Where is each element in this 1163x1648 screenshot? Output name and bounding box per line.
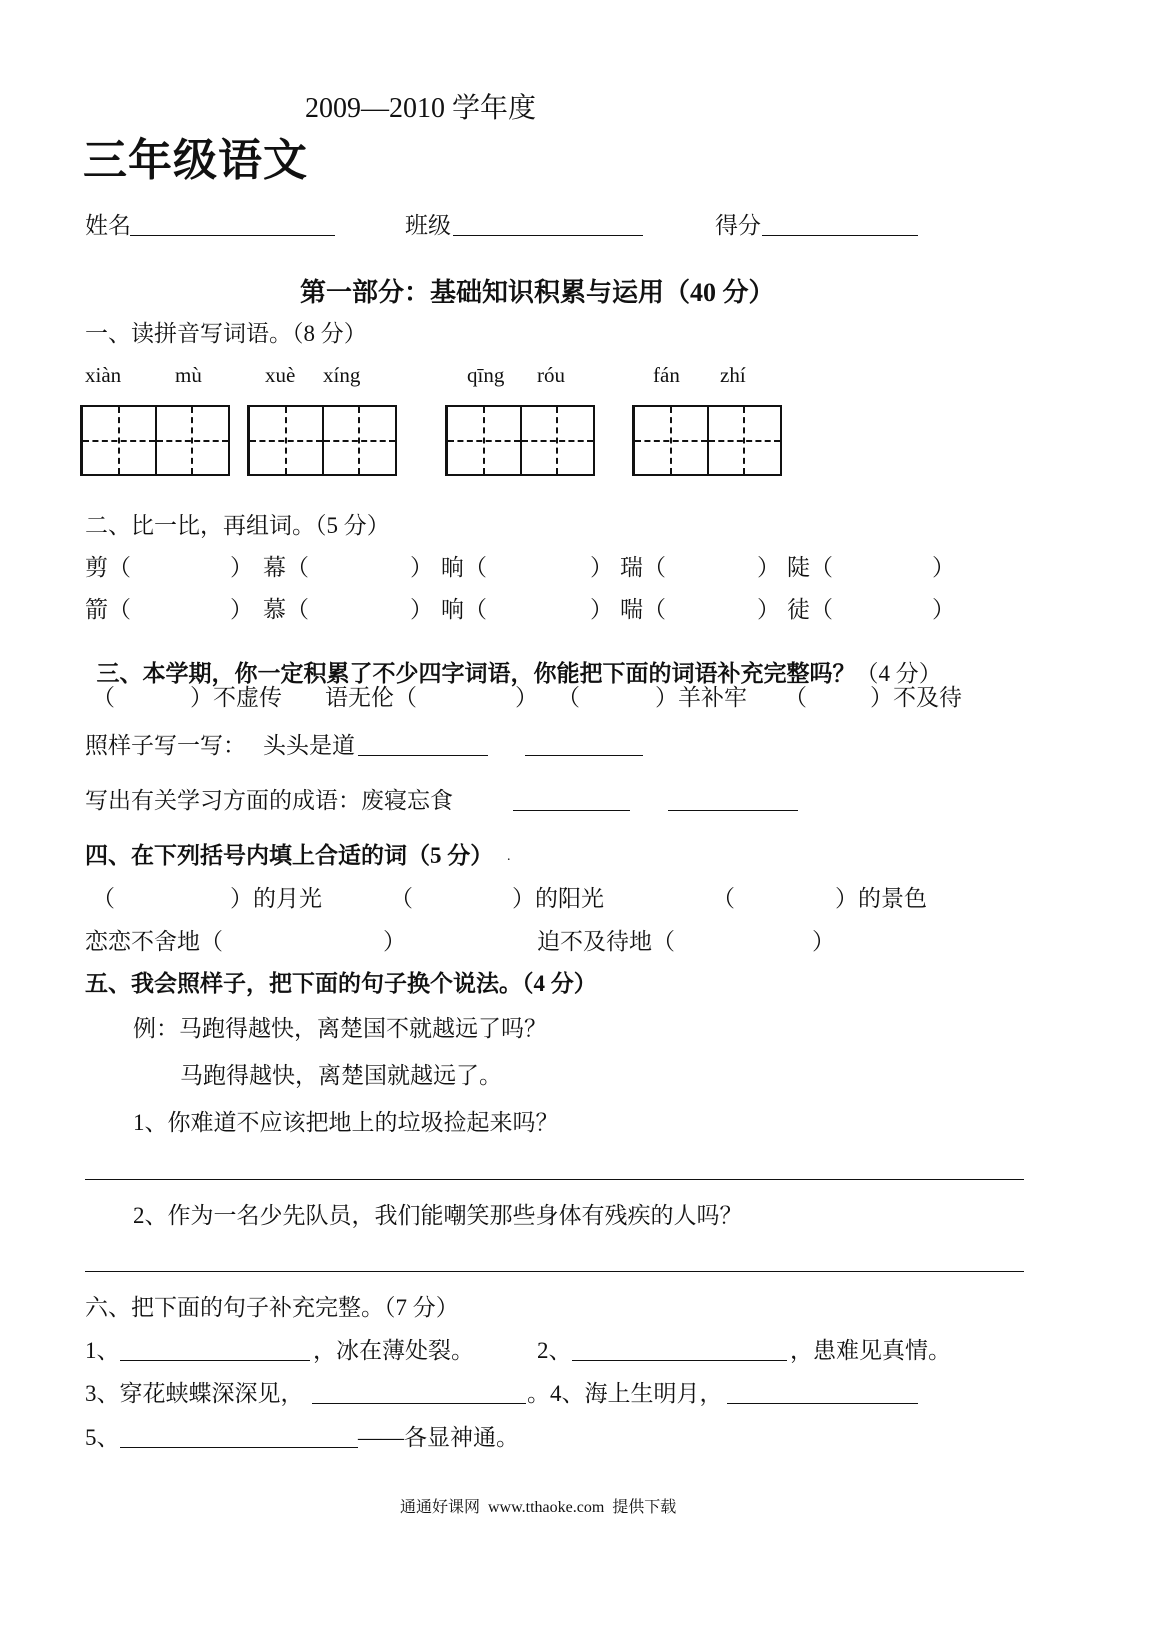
compare-word-open: 徒（ [787, 597, 833, 622]
fill-close: ）的月光 [230, 886, 322, 911]
idiom-close: ）不及待 [870, 685, 962, 710]
pinyin-label: róu [537, 363, 565, 387]
answer-blank [572, 1360, 787, 1361]
character-box-group [247, 405, 397, 476]
score-label: 得分 [715, 213, 761, 238]
answer-blank [525, 755, 643, 756]
rewrite-item: 1、你难道不应该把地上的垃圾捡起来吗？ [133, 1110, 559, 1135]
stray-mark: . [507, 849, 511, 864]
answer-blank [727, 1403, 918, 1404]
pinyin-label: xiàn [85, 363, 122, 387]
pinyin-label: mù [175, 363, 202, 387]
compare-word-close: ） [230, 597, 253, 622]
answer-line [85, 1179, 1024, 1180]
pinyin-label: qīng [467, 363, 505, 387]
question-4-title: 四、在下列括号内填上合适的词（5 分） [85, 843, 494, 868]
sentence-number: 5、 [85, 1425, 120, 1450]
fill-open: （ [390, 886, 413, 911]
compare-word-close: ） [932, 597, 955, 622]
character-box [448, 407, 520, 474]
character-box [635, 407, 707, 474]
footer-credit: 通通好课网 www.tthaoke.com 提供下载 [400, 1499, 677, 1516]
example-answer: 马跑得越快，离楚国就越远了。 [180, 1063, 502, 1088]
class-blank [453, 235, 643, 236]
idiom-close: ）不虚传 [190, 685, 282, 710]
sentence-text: ，患难见真情。 [790, 1338, 951, 1363]
idiom-open: （ [557, 685, 580, 710]
answer-blank [312, 1403, 526, 1404]
answer-blank [120, 1360, 310, 1361]
compare-word-open: 慕（ [263, 597, 309, 622]
answer-blank [358, 755, 488, 756]
fill-open: （ [712, 886, 735, 911]
pinyin-label: zhí [720, 363, 746, 387]
school-year: 2009—2010 学年度 [305, 93, 537, 124]
sentence-text: 3、穿花蛱蝶深深见， [85, 1381, 304, 1406]
fill-close: ）的景色 [835, 886, 927, 911]
compare-word-open: 晌（ [441, 555, 487, 580]
fill-close: ） [383, 929, 406, 954]
compare-word-open: 陡（ [787, 555, 833, 580]
character-box [520, 407, 594, 474]
exam-title: 三年级语文 [83, 136, 308, 185]
score-blank [762, 235, 918, 236]
sentence-text: ，冰在薄处裂。 [313, 1338, 474, 1363]
compare-word-close: ） [757, 597, 780, 622]
compare-word-open: 剪（ [85, 555, 131, 580]
compare-word-open: 喘（ [620, 597, 666, 622]
question-1-title: 一、读拼音写词语。（8 分） [85, 321, 367, 346]
imitate-label: 照样子写一写： [85, 733, 246, 758]
fill-close: ）的阳光 [512, 886, 604, 911]
name-label: 姓名 [85, 213, 131, 238]
character-box-group [632, 405, 782, 476]
compare-word-open: 瑞（ [620, 555, 666, 580]
compare-word-close: ） [932, 555, 955, 580]
compare-word-open: 幕（ [263, 555, 309, 580]
compare-word-close: ） [410, 597, 433, 622]
question-2-title: 二、比一比，再组词。（5 分） [85, 513, 390, 538]
fill-open: （ [92, 886, 115, 911]
idiom-open: 语无伦（ [325, 685, 417, 710]
character-box [250, 407, 322, 474]
character-box [707, 407, 781, 474]
pinyin-label: xíng [323, 363, 361, 387]
rewrite-item: 2、作为一名少先队员，我们能嘲笑那些身体有残疾的人吗？ [133, 1203, 743, 1228]
fill-open: 迫不及待地（ [537, 929, 675, 954]
character-box [155, 407, 229, 474]
imitate-example: 头头是道 [263, 733, 355, 758]
answer-blank [513, 810, 630, 811]
part-heading: 第一部分：基础知识积累与运用（40 分） [300, 278, 775, 307]
fill-open: 恋恋不舍地（ [85, 929, 223, 954]
fill-close: ） [812, 929, 835, 954]
class-label: 班级 [405, 213, 451, 238]
answer-line [85, 1271, 1024, 1272]
answer-blank [668, 810, 798, 811]
character-box-group [80, 405, 230, 476]
example-question: 例：马跑得越快，离楚国不就越远了吗？ [133, 1016, 547, 1041]
idiom-open: （ [92, 685, 115, 710]
compare-word-close: ） [590, 555, 613, 580]
answer-blank [120, 1447, 358, 1448]
compare-word-close: ） [590, 597, 613, 622]
character-box [322, 407, 396, 474]
character-box [83, 407, 155, 474]
pinyin-label: fán [653, 363, 680, 387]
question-3-score: （4 分） [855, 661, 942, 686]
compare-word-open: 箭（ [85, 597, 131, 622]
question-3-heading [85, 639, 942, 685]
idiom-close: ）羊补牢 [655, 685, 747, 710]
compare-word-open: 响（ [441, 597, 487, 622]
question-6-title: 六、把下面的句子补充完整。（7 分） [85, 1295, 459, 1320]
question-5-title: 五、我会照样子，把下面的句子换个说法。（4 分） [85, 971, 597, 996]
idiom-open: （ [784, 685, 807, 710]
sentence-text: 。4、海上生明月， [527, 1381, 723, 1406]
compare-word-close: ） [410, 555, 433, 580]
pinyin-label: xuè [265, 363, 296, 387]
sentence-number: 2、 [537, 1338, 572, 1363]
sentence-text: ——各显神通。 [358, 1425, 519, 1450]
compare-word-close: ） [230, 555, 253, 580]
sentence-number: 1、 [85, 1338, 120, 1363]
compare-word-close: ） [757, 555, 780, 580]
character-box-group [445, 405, 595, 476]
name-blank [130, 235, 335, 236]
idiom-close: ） [515, 685, 538, 710]
question-3-title: 三、本学期，你一定积累了不少四字词语，你能把下面的词语补充完整吗？ [96, 661, 856, 686]
study-idiom-label: 写出有关学习方面的成语：废寝忘食 [85, 788, 453, 813]
